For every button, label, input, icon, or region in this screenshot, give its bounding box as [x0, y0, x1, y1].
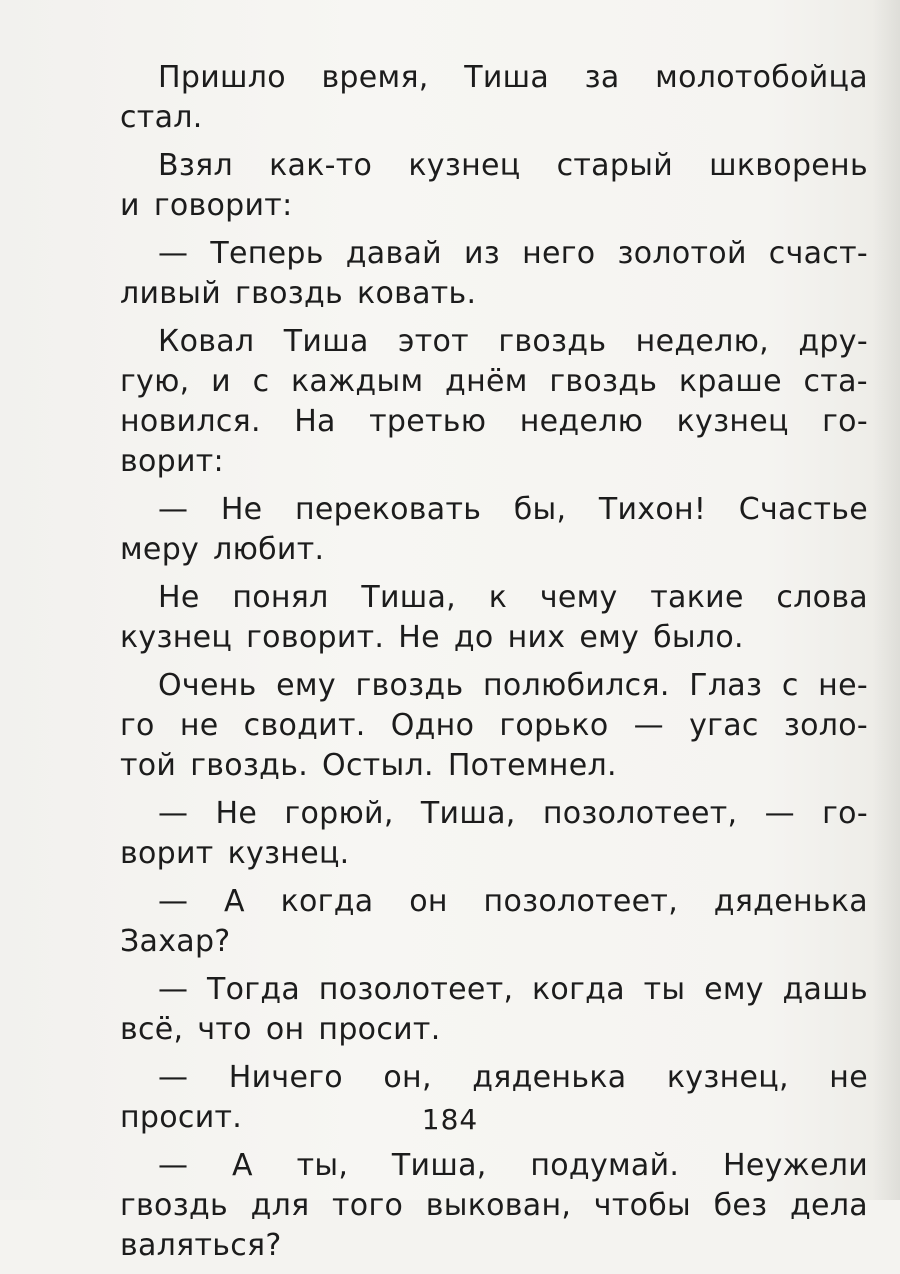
text-line: Не понял Тиша, к чему такие слова	[158, 580, 868, 615]
paragraph	[120, 666, 868, 786]
text-line: — Не горюй, Тиша, позолотеет, — го-	[158, 796, 868, 831]
text-line: просит.	[120, 1100, 243, 1135]
text-line: го не сводит. Одно горько — угас золо-	[120, 708, 868, 743]
text-line: — Ничего он, дяденька кузнец, не	[158, 1060, 868, 1095]
paragraph	[120, 1146, 868, 1266]
text-line: Ковал Тиша этот гвоздь неделю, дру-	[158, 324, 868, 359]
paragraph	[120, 794, 868, 874]
page-edge-shadow	[872, 0, 900, 1200]
body-text	[120, 58, 868, 1274]
text-line: Захар?	[120, 924, 231, 959]
text-line: Пришло время, Тиша за молотобойца	[158, 60, 868, 95]
text-line: ворит:	[120, 444, 224, 479]
text-line: ливый гвоздь ковать.	[120, 276, 477, 311]
text-line: — Тогда позолотеет, когда ты ему дашь	[158, 972, 868, 1007]
text-line: валяться?	[120, 1228, 282, 1263]
text-line: стал.	[120, 100, 203, 135]
text-line: гую, и с каждым днём гвоздь краше ста-	[120, 364, 868, 399]
paragraph	[120, 58, 868, 138]
text-line: всё, что он просит.	[120, 1012, 441, 1047]
paragraph	[120, 578, 868, 658]
text-line: гвоздь для того выкован, чтобы без дела	[120, 1188, 868, 1223]
page-number: 184	[421, 1103, 479, 1136]
paragraph	[120, 234, 868, 314]
text-line: и говорит:	[120, 188, 293, 223]
text-line: — Теперь давай из него золотой счаст-	[158, 236, 868, 271]
text-line: — А ты, Тиша, подумай. Неужели	[158, 1148, 868, 1183]
paragraph	[120, 146, 868, 226]
text-line: — Не перековать бы, Тихон! Счастье	[158, 492, 868, 527]
paragraph	[120, 490, 868, 570]
paragraph	[120, 970, 868, 1050]
text-line: той гвоздь. Остыл. Потемнел.	[120, 748, 617, 783]
text-line: Взял как-то кузнец старый шкворень	[158, 148, 868, 183]
text-line: новился. На третью неделю кузнец го-	[120, 404, 868, 439]
text-line: кузнец говорит. Не до них ему было.	[120, 620, 744, 655]
paragraph	[120, 882, 868, 962]
text-line: Очень ему гвоздь полюбился. Глаз с не-	[158, 668, 868, 703]
paragraph	[120, 322, 868, 482]
text-line: ворит кузнец.	[120, 836, 350, 871]
text-line: меру любит.	[120, 532, 325, 567]
text-line: — А когда он позолотеет, дяденька	[158, 884, 868, 919]
